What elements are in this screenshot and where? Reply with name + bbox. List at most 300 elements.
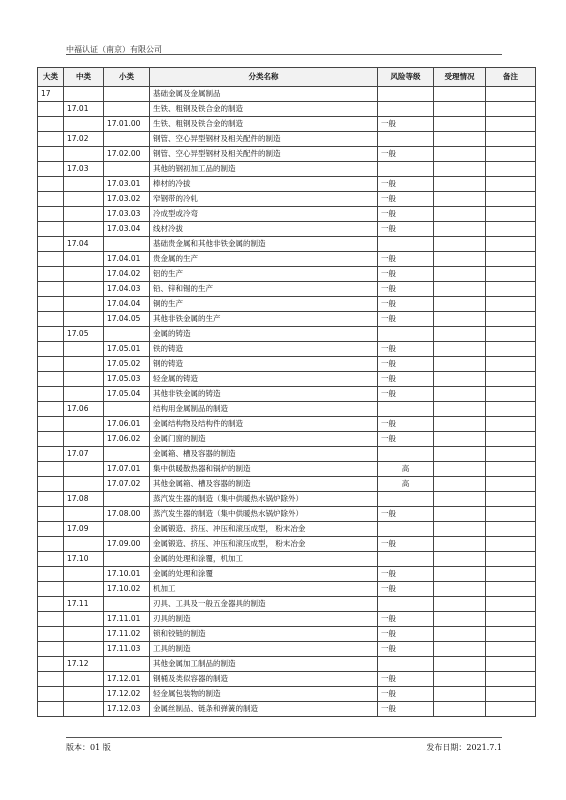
cell-status (434, 627, 486, 642)
cell-risk: 一般 (378, 282, 434, 297)
cell-mid (64, 672, 104, 687)
company-header: 中福认证（南京）有限公司 (66, 45, 162, 54)
cell-name: 其他的钢初加工品的制造 (150, 162, 378, 177)
cell-name: 蒸汽发生器的制造（集中供暖热水锅炉除外） (150, 507, 378, 522)
cell-minor: 17.12.01 (104, 672, 150, 687)
cell-mid (64, 117, 104, 132)
table-row (38, 492, 536, 507)
cell-major (38, 552, 64, 567)
cell-remark (486, 537, 536, 552)
cell-major (38, 207, 64, 222)
cell-name: 窄钢带的冷轧 (150, 192, 378, 207)
cell-mid: 17.12 (64, 657, 104, 672)
cell-status (434, 432, 486, 447)
cell-risk: 一般 (378, 417, 434, 432)
cell-mid (64, 252, 104, 267)
cell-name: 锁和铰链的制造 (150, 627, 378, 642)
cell-major (38, 582, 64, 597)
cell-major (38, 327, 64, 342)
table-row (38, 327, 536, 342)
cell-name: 金属丝制品、链条和弹簧的制造 (150, 702, 378, 717)
cell-risk: 一般 (378, 192, 434, 207)
table-row (38, 657, 536, 672)
cell-name: 贵金属的生产 (150, 252, 378, 267)
cell-risk: 一般 (378, 147, 434, 162)
cell-status (434, 237, 486, 252)
cell-major (38, 597, 64, 612)
table-row (38, 462, 536, 477)
cell-major (38, 447, 64, 462)
cell-risk: 一般 (378, 222, 434, 237)
table-row (38, 312, 536, 327)
cell-name: 铝的生产 (150, 267, 378, 282)
cell-name: 金属锻造、挤压、冲压和滚压成型， 粉末冶金 (150, 537, 378, 552)
cell-status (434, 612, 486, 627)
cell-minor: 17.10.01 (104, 567, 150, 582)
cell-minor: 17.08.00 (104, 507, 150, 522)
cell-risk (378, 657, 434, 672)
cell-name: 蒸汽发生器的制造（集中供暖热水锅炉除外） (150, 492, 378, 507)
cell-mid (64, 477, 104, 492)
cell-minor: 17.05.03 (104, 372, 150, 387)
cell-mid: 17.09 (64, 522, 104, 537)
cell-status (434, 372, 486, 387)
cell-remark (486, 102, 536, 117)
cell-major (38, 237, 64, 252)
cell-minor (104, 132, 150, 147)
cell-minor (104, 597, 150, 612)
footer-divider (66, 737, 502, 738)
cell-major (38, 102, 64, 117)
cell-status (434, 192, 486, 207)
cell-risk: 一般 (378, 537, 434, 552)
table-row (38, 297, 536, 312)
cell-status (434, 582, 486, 597)
cell-name: 金属的处理和涂覆，机加工 (150, 552, 378, 567)
cell-status (434, 297, 486, 312)
cell-remark (486, 597, 536, 612)
cell-minor: 17.09.00 (104, 537, 150, 552)
cell-minor: 17.06.01 (104, 417, 150, 432)
cell-risk: 一般 (378, 357, 434, 372)
cell-major (38, 612, 64, 627)
cell-minor: 17.03.02 (104, 192, 150, 207)
cell-remark (486, 507, 536, 522)
cell-name: 金属结构物及结构件的制造 (150, 417, 378, 432)
cell-status (434, 642, 486, 657)
cell-major (38, 702, 64, 717)
cell-minor: 17.03.03 (104, 207, 150, 222)
cell-status (434, 87, 486, 102)
table-row (38, 672, 536, 687)
cell-remark (486, 297, 536, 312)
cell-major (38, 567, 64, 582)
cell-mid (64, 372, 104, 387)
cell-minor: 17.12.03 (104, 702, 150, 717)
cell-status (434, 477, 486, 492)
cell-risk: 一般 (378, 252, 434, 267)
table-row (38, 387, 536, 402)
table-row (38, 417, 536, 432)
col-header-status: 受理情况 (434, 68, 486, 87)
cell-mid (64, 147, 104, 162)
cell-risk (378, 87, 434, 102)
cell-remark (486, 342, 536, 357)
cell-mid (64, 297, 104, 312)
cell-major (38, 507, 64, 522)
cell-name: 生铁、粗钢及铁合金的制造 (150, 102, 378, 117)
table-row (38, 147, 536, 162)
col-header-mid: 中类 (64, 68, 104, 87)
cell-remark (486, 207, 536, 222)
cell-name: 金属箱、槽及容器的制造 (150, 447, 378, 462)
cell-remark (486, 387, 536, 402)
table-body (38, 87, 536, 717)
cell-status (434, 342, 486, 357)
cell-remark (486, 87, 536, 102)
cell-mid (64, 507, 104, 522)
cell-minor: 17.12.02 (104, 687, 150, 702)
cell-minor: 17.01.00 (104, 117, 150, 132)
cell-risk: 一般 (378, 687, 434, 702)
cell-major (38, 627, 64, 642)
cell-minor: 17.11.03 (104, 642, 150, 657)
classification-table (37, 67, 536, 717)
cell-remark (486, 327, 536, 342)
cell-status (434, 402, 486, 417)
cell-minor (104, 492, 150, 507)
cell-remark (486, 492, 536, 507)
cell-remark (486, 432, 536, 447)
cell-name: 刃具、工具及一般五金器具的制造 (150, 597, 378, 612)
cell-remark (486, 267, 536, 282)
cell-status (434, 702, 486, 717)
cell-name: 轻金属的铸造 (150, 372, 378, 387)
cell-major (38, 282, 64, 297)
cell-mid: 17.04 (64, 237, 104, 252)
cell-mid (64, 642, 104, 657)
cell-minor: 17.07.02 (104, 477, 150, 492)
cell-status (434, 522, 486, 537)
cell-remark (486, 582, 536, 597)
col-header-major: 大类 (38, 68, 64, 87)
cell-minor: 17.05.02 (104, 357, 150, 372)
cell-minor: 17.04.03 (104, 282, 150, 297)
cell-mid: 17.07 (64, 447, 104, 462)
cell-remark (486, 222, 536, 237)
cell-name: 金属的铸造 (150, 327, 378, 342)
cell-remark (486, 417, 536, 432)
cell-name: 铜的生产 (150, 297, 378, 312)
table-row (38, 447, 536, 462)
cell-minor: 17.02.00 (104, 147, 150, 162)
cell-remark (486, 657, 536, 672)
cell-name: 结构用金属制品的制造 (150, 402, 378, 417)
cell-risk (378, 162, 434, 177)
cell-status (434, 147, 486, 162)
cell-mid: 17.06 (64, 402, 104, 417)
cell-major (38, 672, 64, 687)
cell-major (38, 177, 64, 192)
cell-status (434, 267, 486, 282)
cell-risk: 一般 (378, 372, 434, 387)
cell-status (434, 387, 486, 402)
table-row (38, 567, 536, 582)
release-date-label: 发布日期：2021.7.1 (426, 743, 502, 752)
cell-status (434, 357, 486, 372)
cell-minor (104, 657, 150, 672)
cell-minor: 17.04.05 (104, 312, 150, 327)
cell-remark (486, 627, 536, 642)
cell-risk (378, 237, 434, 252)
cell-major (38, 387, 64, 402)
cell-minor (104, 522, 150, 537)
table-row (38, 282, 536, 297)
cell-risk: 一般 (378, 267, 434, 282)
table-row (38, 357, 536, 372)
table-row (38, 432, 536, 447)
cell-remark (486, 162, 536, 177)
cell-risk: 一般 (378, 582, 434, 597)
cell-mid (64, 432, 104, 447)
cell-status (434, 687, 486, 702)
cell-remark (486, 447, 536, 462)
table-row (38, 687, 536, 702)
col-header-risk: 风险等级 (378, 68, 434, 87)
cell-risk: 一般 (378, 342, 434, 357)
cell-mid (64, 207, 104, 222)
cell-risk: 一般 (378, 672, 434, 687)
cell-major: 17 (38, 87, 64, 102)
cell-mid (64, 282, 104, 297)
cell-mid (64, 627, 104, 642)
cell-status (434, 492, 486, 507)
cell-remark (486, 372, 536, 387)
cell-mid (64, 312, 104, 327)
cell-major (38, 312, 64, 327)
cell-mid (64, 702, 104, 717)
cell-remark (486, 147, 536, 162)
cell-minor (104, 552, 150, 567)
cell-mid (64, 342, 104, 357)
cell-remark (486, 552, 536, 567)
cell-risk (378, 597, 434, 612)
cell-mid (64, 417, 104, 432)
cell-status (434, 207, 486, 222)
cell-minor: 17.05.01 (104, 342, 150, 357)
cell-status (434, 282, 486, 297)
table-row (38, 597, 536, 612)
cell-major (38, 342, 64, 357)
cell-status (434, 537, 486, 552)
cell-status (434, 177, 486, 192)
cell-minor: 17.04.01 (104, 252, 150, 267)
cell-minor (104, 402, 150, 417)
cell-remark (486, 132, 536, 147)
table-row (38, 537, 536, 552)
cell-minor: 17.11.01 (104, 612, 150, 627)
cell-mid: 17.11 (64, 597, 104, 612)
cell-status (434, 672, 486, 687)
cell-minor: 17.11.02 (104, 627, 150, 642)
table-row (38, 552, 536, 567)
table-row (38, 192, 536, 207)
cell-name: 金属门窗的制造 (150, 432, 378, 447)
cell-mid (64, 612, 104, 627)
cell-major (38, 372, 64, 387)
cell-minor: 17.10.02 (104, 582, 150, 597)
table-header-row (38, 68, 536, 87)
cell-name: 刃具的制造 (150, 612, 378, 627)
cell-remark (486, 612, 536, 627)
cell-major (38, 687, 64, 702)
cell-major (38, 267, 64, 282)
cell-remark (486, 192, 536, 207)
cell-remark (486, 282, 536, 297)
cell-minor: 17.04.04 (104, 297, 150, 312)
cell-name: 金属锻造、挤压、冲压和滚压成型， 粉末冶金 (150, 522, 378, 537)
cell-remark (486, 357, 536, 372)
cell-remark (486, 702, 536, 717)
cell-major (38, 537, 64, 552)
cell-major (38, 462, 64, 477)
cell-mid (64, 462, 104, 477)
cell-mid (64, 582, 104, 597)
cell-minor: 17.07.01 (104, 462, 150, 477)
table-row (38, 207, 536, 222)
cell-minor (104, 447, 150, 462)
cell-minor: 17.05.04 (104, 387, 150, 402)
cell-risk (378, 132, 434, 147)
cell-name: 线材冷拔 (150, 222, 378, 237)
col-header-name: 分类名称 (150, 68, 378, 87)
cell-risk (378, 492, 434, 507)
cell-major (38, 117, 64, 132)
table-row (38, 402, 536, 417)
cell-remark (486, 477, 536, 492)
cell-name: 基础贵金属和其他非铁金属的制造 (150, 237, 378, 252)
cell-name: 棒材的冷拔 (150, 177, 378, 192)
table-row (38, 222, 536, 237)
cell-remark (486, 642, 536, 657)
cell-risk: 高 (378, 462, 434, 477)
cell-risk: 一般 (378, 297, 434, 312)
cell-mid: 17.10 (64, 552, 104, 567)
cell-name: 轻金属包装物的制造 (150, 687, 378, 702)
table-row (38, 642, 536, 657)
table-row (38, 702, 536, 717)
cell-mid (64, 357, 104, 372)
table-row (38, 102, 536, 117)
cell-status (434, 597, 486, 612)
cell-name: 钢管、空心异型钢材及相关配件的制造 (150, 132, 378, 147)
cell-risk: 一般 (378, 627, 434, 642)
cell-name: 钢管、空心异型钢材及相关配件的制造 (150, 147, 378, 162)
cell-major (38, 657, 64, 672)
cell-name: 铁的铸造 (150, 342, 378, 357)
cell-major (38, 162, 64, 177)
cell-status (434, 132, 486, 147)
cell-status (434, 462, 486, 477)
cell-risk: 一般 (378, 642, 434, 657)
cell-major (38, 522, 64, 537)
cell-mid (64, 267, 104, 282)
cell-mid: 17.03 (64, 162, 104, 177)
cell-mid (64, 177, 104, 192)
header-divider (66, 54, 502, 55)
cell-remark (486, 567, 536, 582)
cell-remark (486, 462, 536, 477)
cell-risk: 一般 (378, 177, 434, 192)
version-label: 版本：01 版 (66, 743, 111, 752)
table-row (38, 252, 536, 267)
cell-risk: 一般 (378, 387, 434, 402)
cell-major (38, 192, 64, 207)
col-header-remark: 备注 (486, 68, 536, 87)
table-row (38, 87, 536, 102)
cell-status (434, 252, 486, 267)
cell-risk (378, 447, 434, 462)
table-row (38, 507, 536, 522)
table-row (38, 132, 536, 147)
cell-mid (64, 87, 104, 102)
cell-name: 其他非铁金属的生产 (150, 312, 378, 327)
cell-status (434, 657, 486, 672)
cell-status (434, 222, 486, 237)
cell-status (434, 507, 486, 522)
cell-risk (378, 102, 434, 117)
cell-mid (64, 387, 104, 402)
cell-minor: 17.03.01 (104, 177, 150, 192)
cell-status (434, 162, 486, 177)
cell-name: 集中供暖散热器和锅炉的制造 (150, 462, 378, 477)
table-row (38, 477, 536, 492)
cell-major (38, 417, 64, 432)
cell-minor (104, 87, 150, 102)
cell-major (38, 642, 64, 657)
cell-mid (64, 687, 104, 702)
cell-minor: 17.06.02 (104, 432, 150, 447)
cell-name: 金属的处理和涂覆 (150, 567, 378, 582)
cell-name: 其他金属箱、槽及容器的制造 (150, 477, 378, 492)
table-row (38, 342, 536, 357)
table-row (38, 522, 536, 537)
cell-major (38, 432, 64, 447)
cell-status (434, 552, 486, 567)
cell-remark (486, 117, 536, 132)
cell-major (38, 477, 64, 492)
cell-minor: 17.03.04 (104, 222, 150, 237)
cell-risk: 一般 (378, 612, 434, 627)
cell-major (38, 492, 64, 507)
cell-risk: 一般 (378, 567, 434, 582)
cell-mid (64, 192, 104, 207)
cell-major (38, 252, 64, 267)
table-row (38, 237, 536, 252)
cell-remark (486, 252, 536, 267)
cell-minor (104, 327, 150, 342)
table-row (38, 177, 536, 192)
cell-remark (486, 522, 536, 537)
cell-status (434, 327, 486, 342)
cell-risk (378, 402, 434, 417)
cell-name: 铅、锌和锡的生产 (150, 282, 378, 297)
cell-status (434, 567, 486, 582)
cell-remark (486, 177, 536, 192)
cell-name: 机加工 (150, 582, 378, 597)
cell-risk: 一般 (378, 432, 434, 447)
cell-name: 其他金属加工制品的制造 (150, 657, 378, 672)
